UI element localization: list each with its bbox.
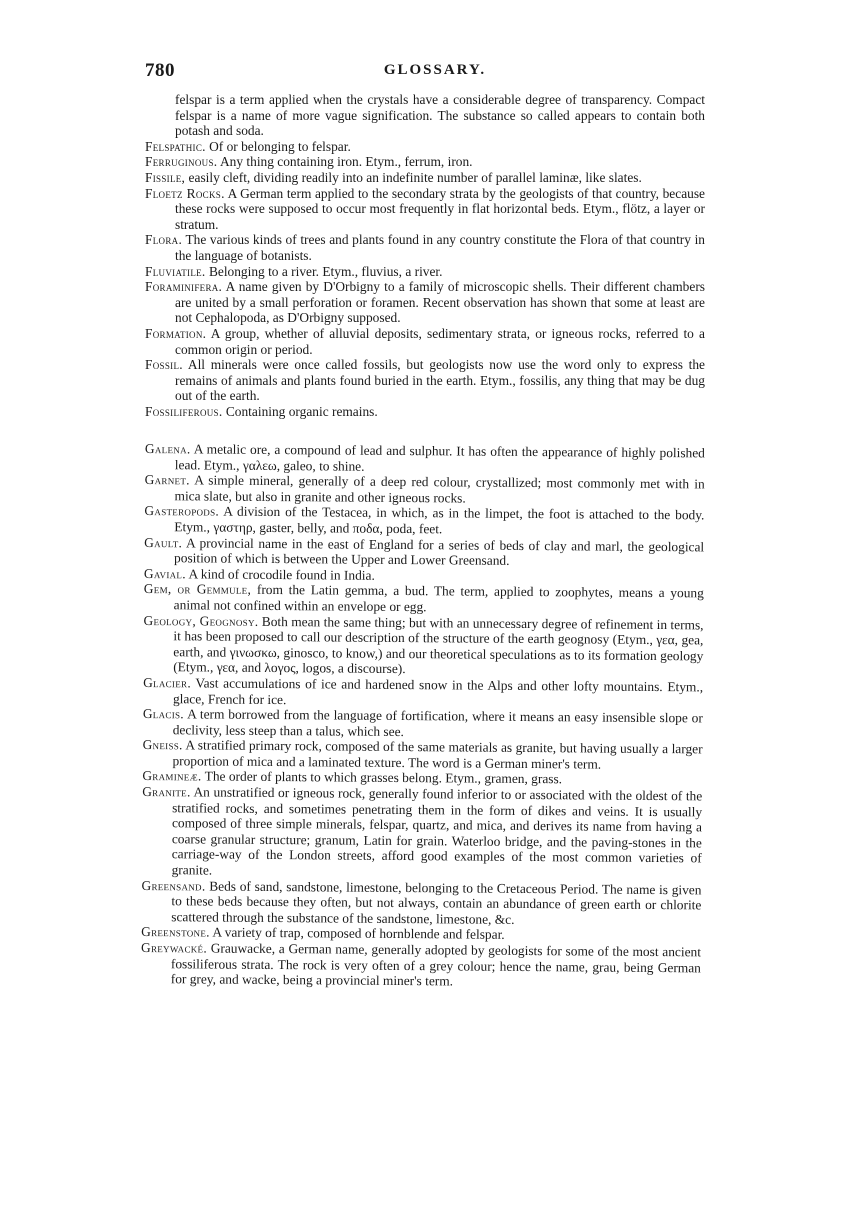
glossary-term: Galena. [144,441,191,457]
glossary-definition: Beds of sand, sandstone, limestone, belonging to the Cretaceous Period. The name is given to these beds because they often, but not always, contain an abundance of green earth or chlorite scattered through the substance of the sandstone, limestone, &c. [171,878,702,928]
glossary-entry [145,357,705,404]
glossary-term: Fluviatile. [145,263,206,279]
glossary-entry [144,535,704,571]
glossary-definition: felspar is a term applied when the crystals have a considerable degree of transparency. Compact felspar is a name of more vague signification. The substance so called appears to contain both potash and soda. [175,92,705,139]
glossary-definition: A German term applied to the secondary strata by the geologists of that country, because these rocks were supposed to occur most frequently in flat horizontal beds. Etym., flötz, a layer or stratum. [175,185,705,232]
glossary-definition: A group, whether of alluvial deposits, sedimentary strata, or igneous rocks, referred to a common origin or period. [175,325,705,357]
glossary-entry [145,92,705,139]
glossary-term: Gramineæ. [142,768,202,785]
glossary-term: Felspathic. [145,138,206,154]
glossary-definition: Of or belonging to felspar. [205,138,351,154]
glossary-definition: A metalic ore, a compound of lead and sulphur. It has often the appearance of highly polished lead. Etym., γαλεω, galeo, to shine. [174,441,705,474]
glossary-entry [145,154,705,170]
glossary-entry [143,613,703,680]
glossary-definition: Any thing containing iron. Etym., ferrum, iron. [217,154,473,170]
glossary-definition: Containing organic remains. [222,403,378,419]
glossary-term: Gasteropods. [144,503,220,520]
glossary-term: Ferruginous. [145,154,218,170]
glossary-definition: A simple mineral, generally of a deep red colour, crystallized; most commonly met with in mica slate, but also in granite and other igneous rocks. [174,473,705,506]
glossary-definition: A kind of crocodile found in India. [185,566,375,584]
page-header [145,60,725,88]
glossary-entry [142,738,702,774]
glossary-entry [145,232,705,263]
running-head: GLOSSARY. [383,62,487,78]
glossary-term: Gavial. [143,566,186,582]
glossary-term: Glacier. [143,675,192,691]
glossary-section-g [141,441,705,991]
glossary-term: Garnet. [144,472,190,489]
glossary-definition: easily cleft, dividing readily into an indefinite number of parallel laminæ, like slates. [185,169,642,185]
glossary-term: Granite. [142,784,191,800]
glossary-entry [145,473,705,509]
glossary-term: Floetz Rocks. [145,185,225,201]
glossary-term: Glacis. [142,706,185,722]
glossary-term: Geology, Geognosy. [143,612,259,629]
glossary-entry [145,170,705,186]
glossary-entry [145,441,705,477]
glossary-term: Greywacké. [140,940,208,956]
glossary-term: Greensand. [141,878,206,894]
glossary-definition: A variety of trap, composed of hornblende and felspar. [209,925,505,943]
glossary-entry [143,707,703,743]
glossary-definition: A division of the Testacea, in which, as in the limpet, the foot is attached to the body. Etym., γαστηρ, gaster, belly, and ποδα, poda, feet. [174,504,705,537]
glossary-entry [145,326,705,357]
glossary-entry [144,504,704,540]
glossary-definition: Grauwacke, a German name, generally adopted by geologists for some of the most ancient fossiliferous strata. The rock is very often of a grey colour; hence the name, grau, being German for grey, and wacke, being a provincial miner's term. [170,940,702,990]
section-gap [145,419,705,441]
glossary-entry [145,264,705,280]
glossary-body [140,92,705,990]
glossary-entry [144,582,704,618]
glossary-definition: Belonging to a river. Etym., fluvius, a river. [205,263,443,279]
glossary-definition: A provincial name in the east of England for a series of beds of clay and marl, the geological position of which is between the Upper and Lower Greensand. [174,535,705,569]
glossary-entry [141,878,701,929]
glossary-definition: A term borrowed from the language of fortification, where it means an easy insensible slope or declivity, less steep than a talus, which see. [172,706,703,740]
glossary-entry [145,279,705,326]
glossary-term: Foraminifera. [145,279,223,295]
glossary-term: Flora. [145,232,183,248]
glossary-definition: from the Latin gemma, a bud. The term, applied to zoophytes, means a young animal not confined within an envelope or egg. [173,582,704,615]
glossary-definition: Vast accumulations of ice and hardened snow in the Alps and other lofty mountains. Etym., glace, French for ice. [172,675,704,708]
glossary-entry [143,675,703,711]
glossary-section-f [145,92,705,419]
glossary-definition: All minerals were once called fossils, but geologists now use the word only to express the remains of animals and plants found buried in the earth. Etym., fossilis, any thing that may be dug out of the earth. [175,357,705,404]
glossary-term: Gem, or Gemmule, [143,581,252,598]
glossary-term: Gneiss. [142,737,183,754]
glossary-definition: A stratified primary rock, composed of the same materials as granite, but having usually a larger proportion of mica and a laminated texture. The word is a German miner's term. [172,738,703,772]
glossary-definition: An unstratified or igneous rock, generally found inferior to or associated with the oldest of the stratified rocks, and sometimes penetrating them in the form of dikes and veins. It is usually composed of three simple minerals, felspar, quartz, and mica, and derives its name from having a coarse granular structure; granum, Latin for grain. Waterloo bridge, and the paving-stones in the carriage-way of the London streets, afford good examples of the most common varieties of granite. [171,784,703,879]
glossary-term: Fissile, [145,169,186,185]
glossary-entry [145,186,705,233]
glossary-entry [142,785,703,883]
page-number: 780 [145,60,175,81]
glossary-definition: A name given by D'Orbigny to a family of microscopic shells. Their different chambers are united by a small perforation or foramen. Recent observation has shown that some at least are not Cephalopoda, as D'Orbigny supposed. [175,279,705,326]
glossary-definition: The various kinds of trees and plants found in any country constitute the Flora of that country in the language of botanists. [175,232,705,263]
glossary-term: Fossil. [145,357,183,373]
glossary-definition: The order of plants to which grasses belong. Etym., gramen, grass. [201,769,563,788]
glossary-definition: Both mean the same thing; but with an unnecessary degree of refinement in terms, it has been proposed to call our description of the structure of the earth geognosy (Etym., γεα, gea, earth, and γινωσκω, ginosco, to know,) and our theoretical speculations as to its formation geology (Etym., γεα, and λογος, logos, a discourse). [173,613,704,677]
glossary-entry [145,139,705,155]
glossary-entry [141,940,701,991]
glossary-term: Gault. [144,535,183,551]
glossary-term: Fossiliferous. [145,403,223,419]
glossary-term: Greenstone. [141,924,210,941]
glossary-entry [145,404,705,420]
glossary-term: Formation. [145,325,207,341]
